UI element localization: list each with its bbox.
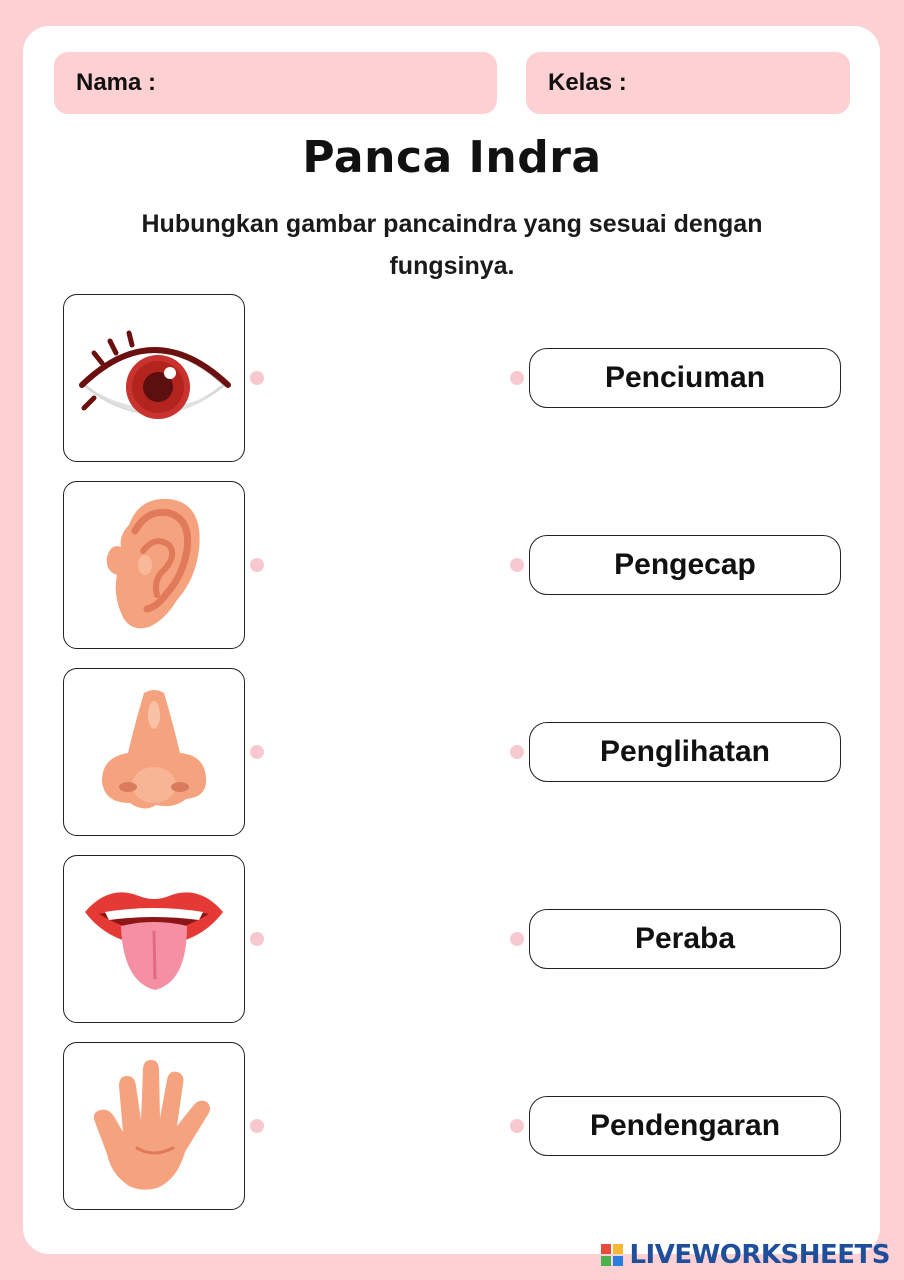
picture-dot-2[interactable]: [250, 558, 264, 572]
name-label: Nama :: [76, 69, 157, 96]
page-title: Panca Indra: [302, 132, 602, 183]
picture-dot-3[interactable]: [250, 745, 264, 759]
liveworksheets-logo: [601, 1240, 890, 1270]
label-dot-5[interactable]: [510, 1119, 524, 1133]
instruction-text: Hubungkan gambar pancaindra yang sesuai dengan fungsinya.: [141, 210, 763, 280]
picture-box-nose: [63, 668, 245, 836]
eye-icon: [74, 323, 234, 433]
label-box-penglihatan[interactable]: Penglihatan: [529, 722, 841, 782]
picture-dot-5[interactable]: [250, 1119, 264, 1133]
label-dot-3[interactable]: [510, 745, 524, 759]
hand-icon: [89, 1056, 219, 1196]
class-field[interactable]: [526, 52, 850, 114]
label-box-peraba[interactable]: Peraba: [529, 909, 841, 969]
class-label: Kelas :: [548, 69, 627, 96]
label-dot-2[interactable]: [510, 558, 524, 572]
picture-box-ear: [63, 481, 245, 649]
picture-box-hand: [63, 1042, 245, 1210]
brand-name: LIVEWORKSHEETS: [629, 1240, 890, 1270]
liveworksheets-logo-icon: [601, 1244, 623, 1266]
name-field[interactable]: [54, 52, 497, 114]
tongue-icon: [79, 874, 229, 1004]
picture-dot-4[interactable]: [250, 932, 264, 946]
ear-icon: [99, 495, 209, 635]
picture-box-tongue: [63, 855, 245, 1023]
picture-dot-1[interactable]: [250, 371, 264, 385]
label-box-pendengaran[interactable]: Pendengaran: [529, 1096, 841, 1156]
label-box-pengecap[interactable]: Pengecap: [529, 535, 841, 595]
label-box-penciuman[interactable]: Penciuman: [529, 348, 841, 408]
label-dot-1[interactable]: [510, 371, 524, 385]
picture-box-eye: [63, 294, 245, 462]
nose-icon: [94, 687, 214, 817]
label-dot-4[interactable]: [510, 932, 524, 946]
